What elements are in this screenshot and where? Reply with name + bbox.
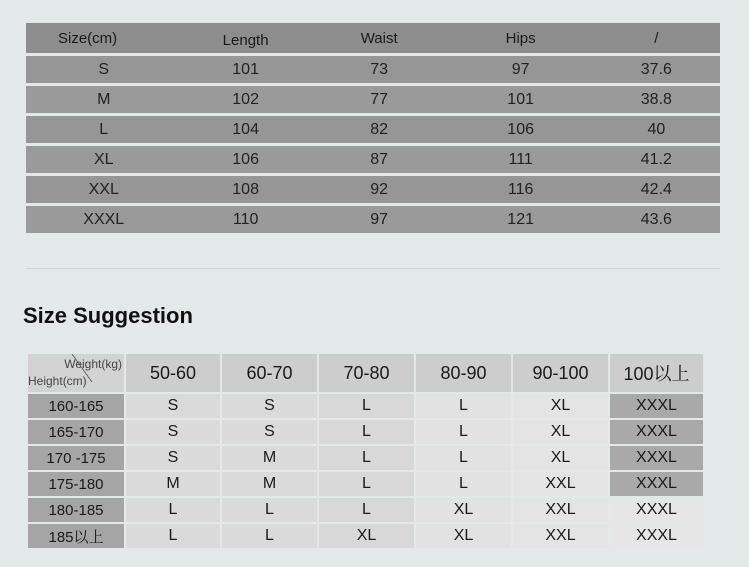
- size-suggestion-cell: XL: [416, 524, 511, 548]
- size-chart-header: Size(cm): [26, 23, 182, 53]
- size-suggestion-cell: S: [222, 394, 317, 418]
- height-range-cell: 170 -175: [28, 446, 124, 470]
- size-chart-header-row: [26, 23, 720, 53]
- extra-cell: 38.8: [593, 86, 720, 113]
- weight-range-header: 70-80: [319, 354, 414, 392]
- size-chart-row: [26, 56, 720, 83]
- waist-cell: 92: [310, 176, 449, 203]
- extra-cell: 43.6: [593, 206, 720, 233]
- size-cell: XXXL: [26, 206, 182, 233]
- length-cell: 106: [182, 146, 310, 173]
- size-cell: M: [26, 86, 182, 113]
- extra-cell: 41.2: [593, 146, 720, 173]
- size-suggestion-cell: L: [416, 394, 511, 418]
- size-suggestion-cell: XXL: [513, 472, 608, 496]
- size-chart-row: [26, 116, 720, 143]
- size-chart-row: [26, 206, 720, 233]
- size-chart-row: [26, 86, 720, 113]
- size-suggestion-cell: L: [319, 498, 414, 522]
- height-range-cell: 165-170: [28, 420, 124, 444]
- waist-cell: 97: [310, 206, 449, 233]
- suggestion-row: [28, 446, 703, 470]
- size-suggestion-cell: L: [319, 420, 414, 444]
- size-suggestion-cell: S: [126, 446, 220, 470]
- height-range-cell: 160-165: [28, 394, 124, 418]
- size-suggestion-cell: XL: [513, 394, 608, 418]
- size-suggestion-cell: L: [222, 498, 317, 522]
- size-suggestion-cell: M: [126, 472, 220, 496]
- length-cell: 104: [182, 116, 310, 143]
- size-suggestion-cell: XXXL: [610, 394, 703, 418]
- waist-cell: 77: [310, 86, 449, 113]
- height-range-cell: 180-185: [28, 498, 124, 522]
- size-suggestion-cell: L: [319, 472, 414, 496]
- section-divider: [26, 268, 720, 269]
- extra-cell: 42.4: [593, 176, 720, 203]
- size-chart-row: [26, 146, 720, 173]
- extra-cell: 40: [593, 116, 720, 143]
- length-cell: 110: [182, 206, 310, 233]
- size-chart-row: [26, 176, 720, 203]
- size-suggestion-cell: XXXL: [610, 498, 703, 522]
- size-suggestion-cell: XXXL: [610, 446, 703, 470]
- size-suggestion-cell: XL: [513, 446, 608, 470]
- hips-cell: 101: [449, 86, 593, 113]
- weight-range-header: 90-100: [513, 354, 608, 392]
- hips-cell: 111: [449, 146, 593, 173]
- hips-cell: 121: [449, 206, 593, 233]
- waist-cell: 73: [310, 56, 449, 83]
- size-suggestion-cell: L: [416, 420, 511, 444]
- size-suggestion-cell: XL: [319, 524, 414, 548]
- size-cell: L: [26, 116, 182, 143]
- suggestion-header-row: [28, 354, 703, 392]
- size-suggestion-cell: S: [126, 394, 220, 418]
- size-suggestion-cell: M: [222, 446, 317, 470]
- length-cell: 108: [182, 176, 310, 203]
- weight-axis-label: Weight(kg): [64, 357, 122, 371]
- size-suggestion-cell: L: [319, 394, 414, 418]
- height-axis-label: Height(cm): [28, 374, 87, 388]
- size-chart-header: /: [593, 23, 720, 53]
- waist-cell: 87: [310, 146, 449, 173]
- size-suggestion-cell: L: [222, 524, 317, 548]
- size-cell: S: [26, 56, 182, 83]
- hips-cell: 116: [449, 176, 593, 203]
- size-suggestion-cell: L: [416, 472, 511, 496]
- size-chart-table: [26, 20, 720, 236]
- size-suggestion-cell: L: [126, 498, 220, 522]
- size-suggestion-cell: XXXL: [610, 472, 703, 496]
- size-suggestion-cell: S: [222, 420, 317, 444]
- height-range-cell: 185以上: [28, 524, 124, 548]
- size-suggestion-table: [26, 352, 705, 550]
- length-cell: 101: [182, 56, 310, 83]
- weight-range-header: 80-90: [416, 354, 511, 392]
- suggestion-row: [28, 472, 703, 496]
- height-range-cell: 175-180: [28, 472, 124, 496]
- size-suggestion-cell: S: [126, 420, 220, 444]
- hips-cell: 97: [449, 56, 593, 83]
- weight-range-header: 60-70: [222, 354, 317, 392]
- suggestion-row: [28, 524, 703, 548]
- size-chart-header: Waist: [310, 23, 449, 53]
- size-suggestion-cell: M: [222, 472, 317, 496]
- weight-range-header: 50-60: [126, 354, 220, 392]
- suggestion-row: [28, 394, 703, 418]
- suggestion-row: [28, 498, 703, 522]
- section-title: Size Suggestion: [23, 303, 193, 328]
- size-chart-header: Length: [182, 23, 310, 53]
- extra-cell: 37.6: [593, 56, 720, 83]
- size-suggestion-cell: XXXL: [610, 524, 703, 548]
- size-suggestion-cell: L: [416, 446, 511, 470]
- corner-header: [28, 354, 124, 392]
- size-cell: XXL: [26, 176, 182, 203]
- size-suggestion-cell: XL: [513, 420, 608, 444]
- size-suggestion-cell: XXL: [513, 524, 608, 548]
- weight-range-header: 100以上: [610, 354, 703, 392]
- length-cell: 102: [182, 86, 310, 113]
- size-chart-header: Hips: [449, 23, 593, 53]
- size-suggestion-cell: L: [319, 446, 414, 470]
- size-suggestion-cell: XXL: [513, 498, 608, 522]
- suggestion-row: [28, 420, 703, 444]
- waist-cell: 82: [310, 116, 449, 143]
- size-suggestion-cell: L: [126, 524, 220, 548]
- size-suggestion-cell: XL: [416, 498, 511, 522]
- size-suggestion-cell: XXXL: [610, 420, 703, 444]
- hips-cell: 106: [449, 116, 593, 143]
- size-cell: XL: [26, 146, 182, 173]
